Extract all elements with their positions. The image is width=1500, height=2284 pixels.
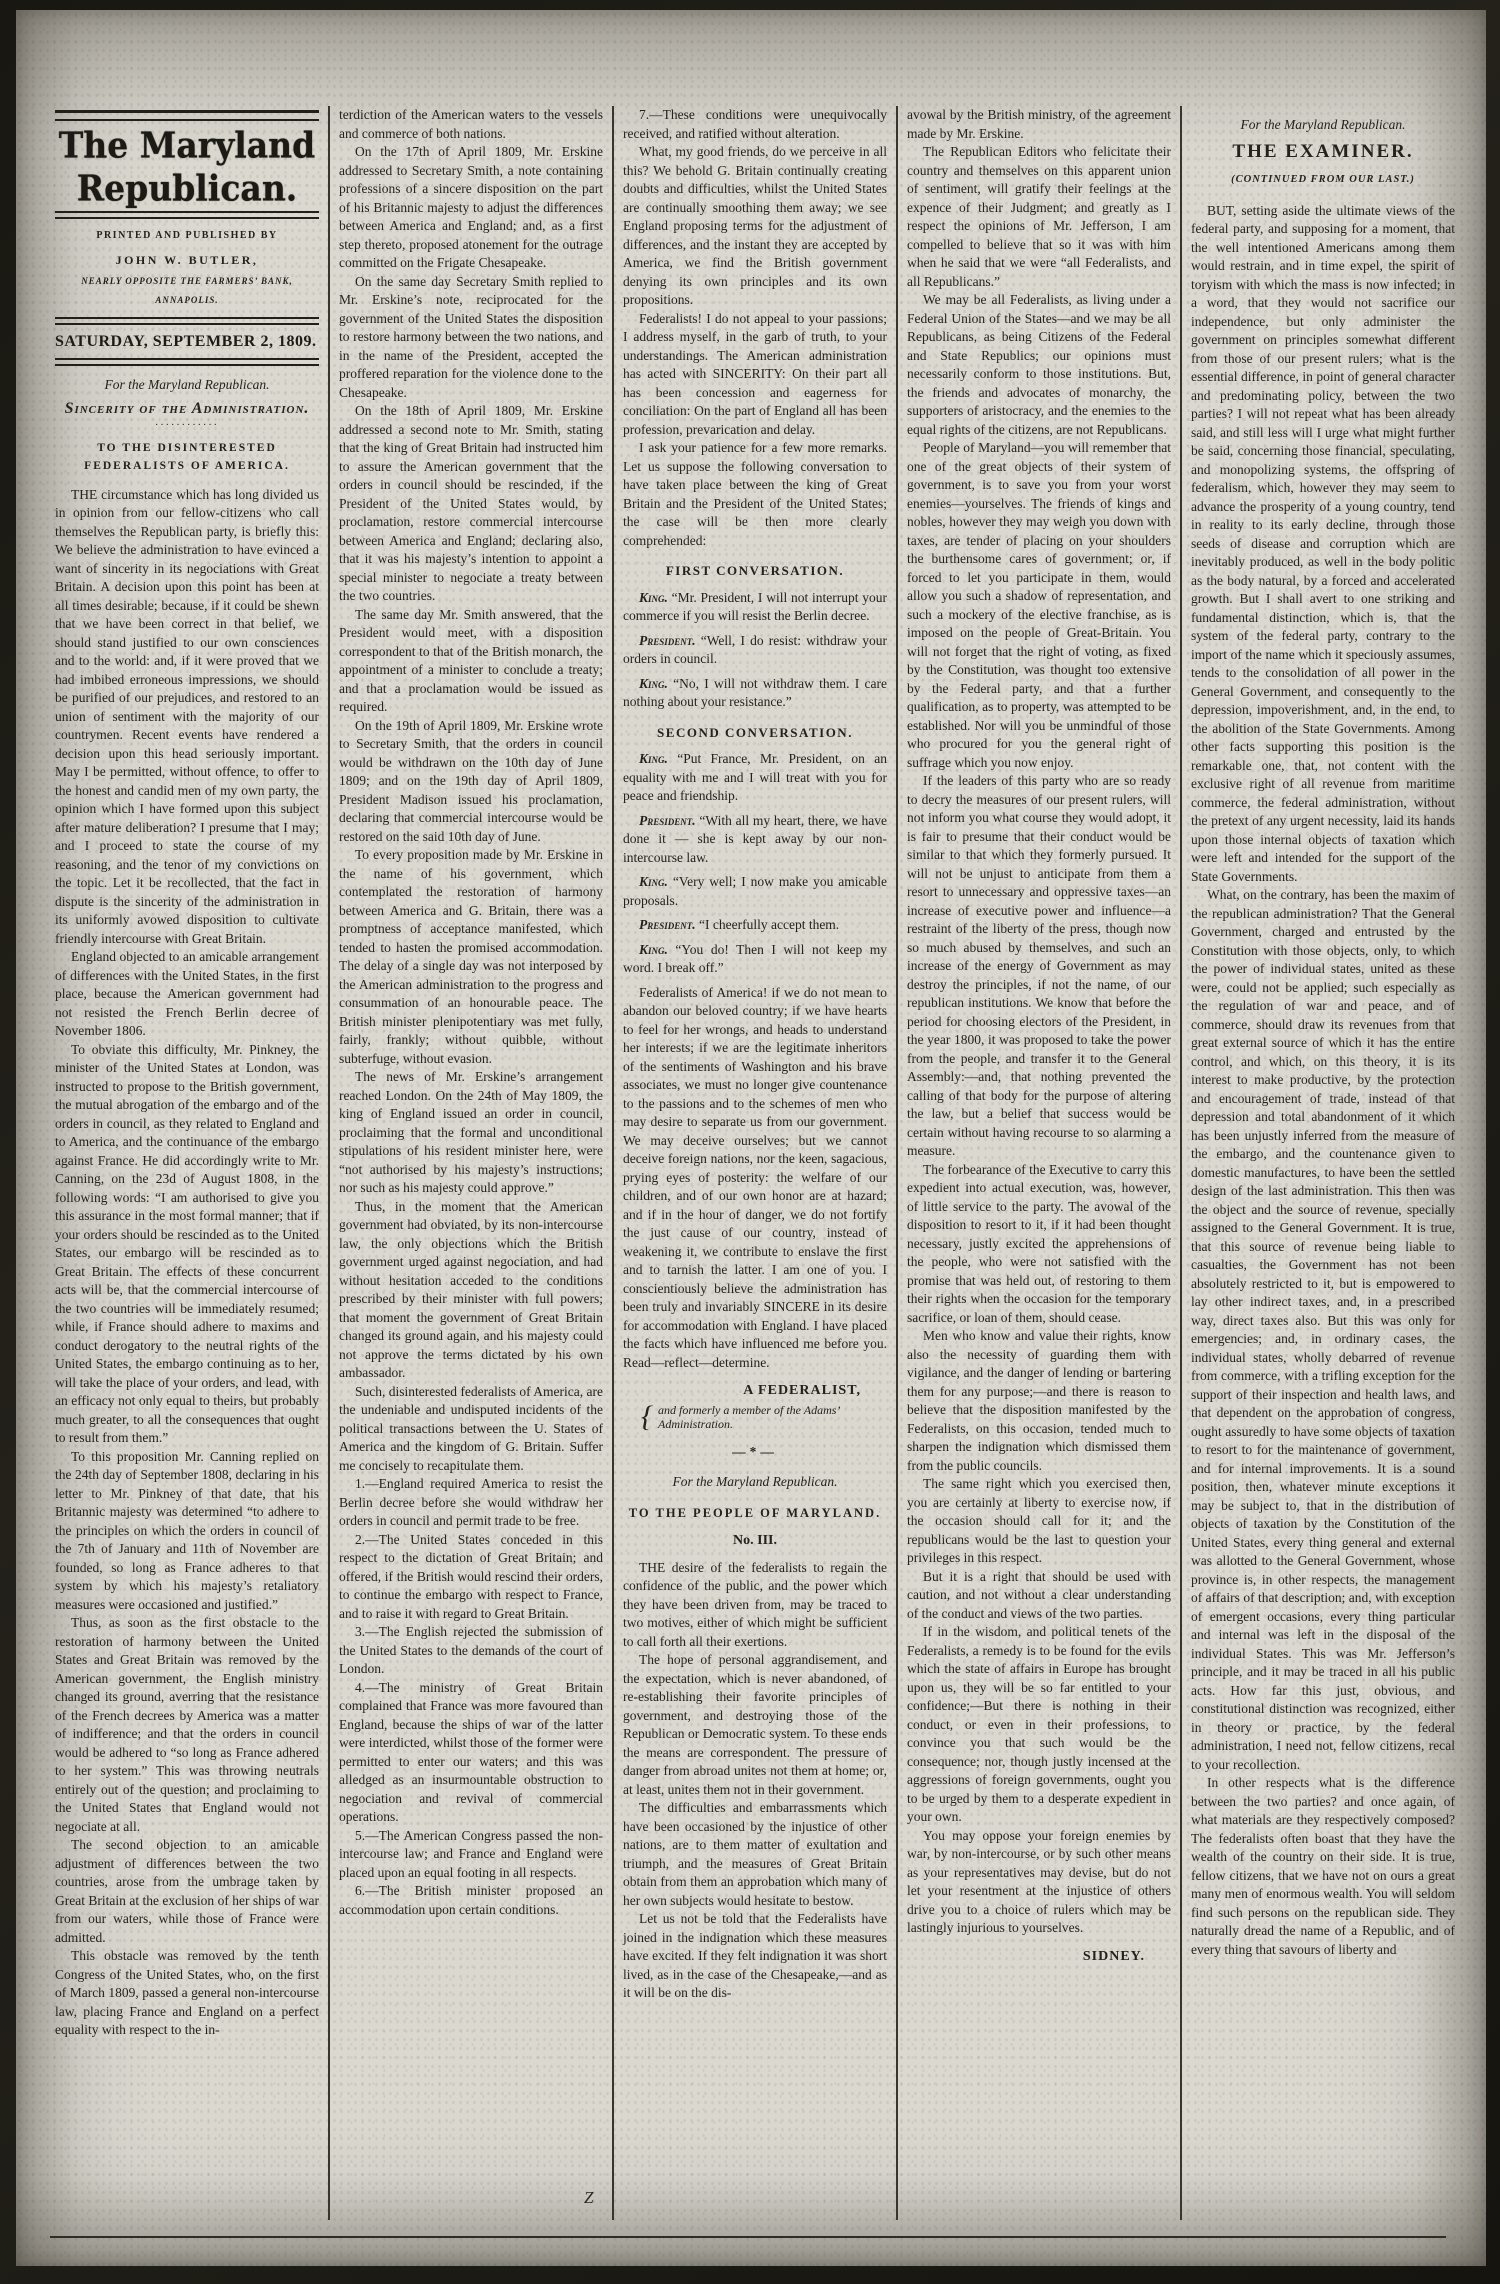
attribution-line: For the Maryland Republican.: [672, 1474, 838, 1489]
column-1: [46, 106, 330, 2220]
paragraph: In other respects what is the difference between the two parties? and once again, of what materials are they respectively composed? The federalists often boast that they have the wealth of the country on their side. It is true, fellow citizens, that we have not on ours a great many men of enormous wealth. You will seldom find such persons on the republican side. They naturally dread the name of a Republic, and of every thing that savours of liberty and: [1191, 1775, 1455, 1957]
paragraph: To obviate this difficulty, Mr. Pinkney, the minister of the United States at London, was instructed to propose to the British government, the mutual abrogation of the embargo and of the orders in council, as they related to England and to America, and the continuance of the embargo against France. He did accordingly write to Mr. Canning, on the 23d of August 1808, in the following words: “I am authorised to give you this assurance in the most formal manner; that if your orders should be rescinded as to the United States, our embargo will be rescinded as to Great Britain. The effects of these concurrent acts will be, that the commercial intercourse of the two countries will be immediately resumed; while, if France should adhere to maxims and conduct derogatory to the neutral rights of the United States, the embargo continuing as to her, will take the place of your orders, and lead, with an efficacy not only equal to theirs, but probably much greater, to all the consequences that ought to result from them.”: [55, 1041, 319, 1445]
paragraph: 3.—The English rejected the submission of the United States to the demands of the court of London.: [339, 1624, 603, 1676]
column-5-content: [1191, 116, 1455, 1959]
attribution-line: For the Maryland Republican.: [104, 376, 270, 392]
conversation-heading: FIRST CONVERSATION.: [665, 563, 845, 578]
column-4-content: [907, 106, 1171, 1966]
paragraph: The forbearance of the Executive to carry this expedient into actual execution, was, however, of little service to the party. The avowal of the disposition to resort to it, if it had been thought necessary, justly excited the apprehensions of the people, who were not satisfied with the promise that was held out, of restoring to them their rights when the occasion for the temporary sacrifice, or loan of them, should cease.: [907, 1161, 1171, 1325]
signature-note: { and formerly a member of the Adams’ Administration.: [641, 1403, 869, 1431]
paragraph: 5.—The American Congress passed the non-intercourse law; and France and England were placed upon an equal footing in all respects.: [339, 1827, 603, 1880]
paragraph: The same right which you exercised then, you are certainly at liberty to exercise now, if the occasion should call for it; and the republicans would be the last to question your privileges in this respect.: [907, 1476, 1171, 1565]
paragraph: What, on the contrary, has been the maxim of the republican administration? That the General Government, charged and entrusted by the Constitution with those objects, only, to which the power of individual states, united as these were, could not be applied; such especially as the regulation of war and peace, and of commerce, should draw its revenues from that great external source of which it has the entire control, and which, on this theory, it is its interest to make productive, by the protection and encouragement of trade, instead of that depression and total abandonment of it which has been unjustly inferred from the measure of the embargo, and the countenance given to domestic manufactures, to have been the settled design of the last administration. This then was the object and the source of revenue, specially assigned to the General Government. It is true, that this source of revenue being liable to casualties, the Government has not been absolutely restricted to it, but is empowered to lay other indirect taxes, and, in a prescribed way, direct taxes also. But this was only for emergencies; and, in ordinary cases, the individual states, wholly debarred of revenue from commerce, with a trifling exception for the support of their inspection and health laws, and that dependent on the approbation of congress, ought assuredly to have some objects of taxation to resort to for the maintenance of government, and for internal improvements. It is a sound position, then, whatever minute exceptions it may be subject to, that in the distribution of objects of taxation by the Constitution of the United States, every thing general and external was allotted to the General Government, whose province is, in other respects, the management of affairs of that description; and, with exception of emergent occasions, every thing particular and internal was left in the disposal of the individual States. This was Mr. Jefferson’s principle, and it may be traced in all his public acts. How far this just, obvious, and constitutional distinction was recognized, either in theory or practice, by the federal administration, I need not, fellow citizens, recal to your recollection.: [1191, 887, 1455, 1772]
paragraph: If in the wisdom, and political tenets of the Federalists, a remedy is to be found for the evils which the state of affairs in Europe has brought upon us, they will be so far entitled to your confidence;—But there is nothing in their conduct, or even in their professions, to convince you that such would be the consequence; nor, though justly incensed at the aggressions of foreign governments, ought you to be urged by them to a desperate expedient in your own.: [907, 1624, 1171, 1824]
column-3-content: [623, 106, 887, 2003]
paragraph: Men who know and value their rights, know also the necessity of guarding them with vigilance, and the danger of lending or bartering them for any purpose;—and there is reason to believe that the disposition manifested by the Federalists, on this occasion, tended much to sharpen the indignation which dismissed them from the public councils.: [907, 1328, 1171, 1473]
paragraph: Let us not be told that the Federalists have joined in the indignation which these measures have excited. If they felt indignation it was short lived, as in the case of the Chesapeake,—and as it will be on the dis-: [623, 1911, 887, 2000]
paragraph: 1.—England required America to resist the Berlin decree before she would withdraw her orders in council and permit trade to be free.: [339, 1476, 603, 1528]
signature: SIDNEY.: [1082, 1948, 1145, 1964]
paragraph: The hope of personal aggrandisement, and the expectation, which is never abandoned, of re-establishing their favorite principles of government, and destroying those of the Republican or Democratic system. To these ends the means are correspondent. The pressure of danger from abroad unites not them at home; or, at least, unites them not in their government.: [623, 1652, 887, 1797]
article-title: THE EXAMINER.: [1232, 140, 1414, 162]
paragraph: We may be all Federalists, as living under a Federal Union of the States—and we may be all Republicans, as being Citizens of the Federal and State Republics; our opinions must necessarily conform to those institutions. But, the friends and advocates of monarchy, the supporters of aristocracy, and the enemies to the equal rights of the citizens, are not Republicans.: [907, 292, 1171, 437]
column-5: [1182, 106, 1464, 2220]
dialog-speaker: King.: [639, 751, 678, 766]
paragraph: THE desire of the federalists to regain the confidence of the public, and the power which they have been driven from, may be traced to two motives, either of which might be sufficient to call forth all their exertions.: [623, 1559, 887, 1649]
paragraph: 4.—The ministry of Great Britain complained that France was more favoured than England, because the ships of war of the latter were interdicted, whilst those of the former were permitted to enter our waters; and this was alledged as an insurmountable obstruction to negociation and revival of commercial operations.: [339, 1679, 603, 1824]
paragraph: To this proposition Mr. Canning replied on the 24th day of September 1808, declaring in his letter to Mr. Pinkney of that date, that his Britannic majesty was determined “to adhere to the principles on which the orders in council of the 7th of January and 11th of November are founded, so long as France adheres to that system by which his majesty’s retaliatory measures were occasioned and justified.”: [55, 1448, 319, 1612]
masthead-rule: [55, 211, 319, 219]
paragraph: Thus, in the moment that the American government had obviated, by its non-intercourse law, the only objections which the British government urged against negociation, and had without hesitation acceded to the conditions prescribed by their minister with full powers; that moment the government of Great Britain changed its ground again, and his majesty could not approve the terms dictated by his own ambassador.: [339, 1198, 603, 1380]
paragraph-continuation: terdiction of the American waters to the vessels and commerce of both nations.: [339, 107, 603, 141]
dialog-line: King. “Very well; I now make you amicable proposals.: [623, 874, 887, 908]
dialog-speaker: King.: [639, 874, 673, 889]
printers-signature-mark: Z: [584, 2188, 594, 2207]
dialog-speaker: King.: [639, 941, 676, 957]
article-title: Sincerity of the Administration.: [64, 400, 310, 417]
signature: A FEDERALIST,: [743, 1383, 861, 1398]
paragraph: On the 19th of April 1809, Mr. Erskine wrote to Secretary Smith, that the orders in council would be withdrawn on the 10th day of June 1809; and on the 19th day of April 1809, President Madison issued his proclamation, declaring that commercial intercourse would be restored on the said 10th day of June.: [339, 717, 603, 844]
paragraph: Such, disinterested federalists of America, are the undeniable and undisputed incidents of the political transactions between the U. States of America and the kingdom of G. Britain. Suffer me concisely to recapitulate them.: [339, 1383, 603, 1473]
paragraph: 6.—The British minister proposed an accommodation upon certain conditions.: [339, 1883, 603, 1917]
conversation-heading: SECOND CONVERSATION.: [657, 724, 853, 740]
paragraph: The second objection to an amicable adjustment of differences between the two countries, arose from the umbrage taken by Great Britain at the exclusion of her ships of war from our waters, while those of France were admitted.: [55, 1837, 319, 1945]
paragraph: The news of Mr. Erskine’s arrangement reached London. On the 24th of May 1809, the king of England issued an order in council, proclaiming that the formal and unconditional stipulations of his resident minister here, were “not authorised by his majesty’s instructions; nor such as his majesty could approve.”: [339, 1069, 603, 1195]
paragraph: Thus, as soon as the first obstacle to the restoration of harmony between the United States and Great Britain was removed by the American government, the English ministry changed its ground, averring that the resistance of the French decrees by America was a matter of indifference; and that the orders in council would be adhered to “so long as France adhered to her system.” This was throwing neutrals entirely out of the question; and proclaiming to the United States that England would not negociate at all.: [55, 1615, 319, 1834]
publisher-name: JOHN W. BUTLER,: [115, 252, 259, 267]
attribution-line: For the Maryland Republican.: [1240, 117, 1406, 132]
dotted-rule: ············: [155, 419, 219, 431]
column-2: [330, 106, 614, 2220]
paragraph: The Republican Editors who felicitate their country and themselves on this apparent union of sentiment, will gratify their feelings at the expence of their Judgment; and greatly as I respect the opinions of Mr. Jefferson, I am compelled to believe that so it was with him when he said that we were “all Federalists, and all Republicans.”: [907, 144, 1171, 289]
paragraph: To every proposition made by Mr. Erskine in the name of his government, which contemplated the restoration of harmony between America and G. Britain, there was a promptness of acceptance manifested, which tended to hasten the promised accommodation. The delay of a single day was not interposed by the American administration to the progress and consummation of an honourable peace. The British minister plenipotentiary was met fully, fairly, frankly; without quibble, without subterfuge, without evasion.: [339, 847, 603, 1066]
paragraph: But it is a right that should be used with caution, and not without a clear understanding of the conduct and views of the two parties.: [907, 1568, 1171, 1621]
column-1-content: [55, 376, 319, 2040]
dialog-speaker: President.: [639, 812, 700, 828]
paragraph: On the same day Secretary Smith replied to Mr. Erskine’s note, reciprocated for the government of the United States the disposition to restore harmony between the two nations, and in the name of the President, accepted the proffered reparation for the violence done to the Chesapeake.: [339, 273, 603, 400]
article-number: No. III.: [733, 1533, 777, 1548]
paragraph: People of Maryland—you will remember that one of the great objects of their system of government, is to save you from your worst enemies—yourselves. The friends of kings and nobles, however they may weigh you down with taxes, are tender of placing on your shoulders the burthensome cares of government; or, if forced to let you participate in them, would allow you such a shadow of representation, and such a mockery of the elective franchise, as is imposed on the people of Great-Britain. You will not forget that the right of voting, as fixed by the Constitution, was thought too extensive by the Federal party, and that a further qualification, as to property, was attempted to be established. Nor will you be unmindful of those who procured for you the general right of suffrage which you now enjoy.: [907, 440, 1171, 770]
dialog-line: King. “You do! Then I will not keep my word. I break off.”: [623, 941, 887, 975]
paragraph: 7.—These conditions were unequivocally received, and ratified without alteration.: [623, 107, 887, 141]
paragraph: On the 18th of April 1809, Mr. Erskine addressed a second note to Mr. Smith, stating that the king of Great Britain had instructed him to assure the American government that the orders in council should be rescinded, if the President of the United States would, by proclamation, restore commercial intercourse between America and England; declaring also, that it was his majesty’s intention to appoint a special minister to negociate a treaty between the two countries.: [339, 403, 603, 603]
paragraph: What, my good friends, do we perceive in all this? We behold G. Britain continually creating doubts and difficulties, whilst the United States are continually smoothing them away; we see England proposing terms for the adjustment of differences, and the instant they are accepted by America, we find the British government denying its own principles and its own propositions.: [623, 144, 887, 307]
paragraph: Federalists of America! if we do not mean to abandon our beloved country; if we have hearts to feel for her wrongs, and heads to understand her interests; if we are the legitimate inheritors of the sentiments of Washington and his brave associates, we must no longer give countenance to the passions and to the schemes of men who may desire to separate us from our government. We may deceive ourselves; but we cannot deceive foreign nations, nor the keen, sagacious, prying eyes of posterity: the welfare of our children, and of our own honor are at hazard; and if in the hour of danger, we do not fortify the just cause of our country, instead of weakening it, we contribute to enslave the first and to tarnish the latter. I am one of you. I conscientiously believe the administration has been truly and invariably SINCERE in its desire for accommodation with England. I have placed the facts which have influenced me before you. Read—reflect—determine.: [623, 984, 887, 1370]
paragraph: I ask your patience for a few more remarks. Let us suppose the following conversation to have taken place between the king of Great Britain and the President of the United States; the case will be then more clearly comprehended:: [623, 440, 887, 548]
bottom-rule: [50, 2236, 1446, 2238]
paragraph: This obstacle was removed by the tenth Congress of the United States, who, on the first of March 1809, passed a general non-intercourse law, placing France and England on a perfect equality with respect to the in-: [55, 1948, 319, 2037]
dialog-speaker: President.: [639, 917, 700, 932]
dialog-speaker: King.: [639, 675, 674, 691]
column-4: [898, 106, 1182, 2220]
dialog-line: King. “Mr. President, I will not interrupt your commerce if you will resist the Berlin decree.: [623, 589, 887, 623]
publisher-address: NEARLY OPPOSITE THE FARMERS’ BANK, ANNAPOLIS.: [81, 276, 293, 305]
paragraph: 2.—The United States conceded in this respect to the dictation of Great Britain; and offered, if the British would rescind their orders, to continue the embargo with respect to France, and to raise it with regard to Great Britain.: [339, 1531, 603, 1621]
paragraph: The difficulties and embarrassments which have been occasioned by the injustice of other nations, are to them matter of exultation and triumph, and the measures of Great Britain obtain from them an approbation which many of her own subjects would hesitate to bestow.: [623, 1800, 887, 1908]
dialog-line: President. “Well, I do resist: withdraw your orders in council.: [623, 632, 887, 666]
paragraph: BUT, setting aside the ultimate views of the federal party, and supposing for a moment, that the well intentioned Americans among them would restrain, and in time expel, the spirit of toryism with which the mass is now infected; in a word, that they would not sacrifice our independence, but only administer the government on principles somewhat different from those of our present rulers; what is the essential difference, in point of general character and predominating policy, between the two parties? I will not repeat what has been already said, and still less will I urge what might further be said, concerning those financial, speculating, and monopolizing systems, the offspring of federalism, which, however they may seem to advance the prosperity of a young country, tend in reality to its early decline, through those seeds of disease and corruption which are inevitably produced, as well in the body politic as the body natural, by a forced and accelerated growth. But I shall avert to one striking and fundamental distinction, which is, that the system of the federal party, contrary to the import of the name which it speciously assumes, tends to the consolidation of all power in the General Government, and consequently to the depression, impoverishment, and, in the end, to the abolition of the State Governments. Among other facts supporting this position is the remarkable one, that, not content with the exclusive right of all revenue from maritime commerce, the federal administration, without the pretext of any urgent necessity, laid its hands upon those internal objects of taxation which were left and intended for the support of the State Governments.: [1191, 202, 1455, 884]
article-separator: —*—: [732, 1443, 778, 1459]
newspaper-title: The Maryland Republican.: [58, 123, 316, 210]
paragraph: On the 17th of April 1809, Mr. Erskine addressed to Secretary Smith, a note containing professions of a sincere disposition on the part of his Britannic majesty to adjust the differences between America and England; and, as a first step thereto, proposed atonement for the outrage committed on the Frigate Chesapeake.: [339, 144, 603, 270]
masthead-rule-top: [55, 110, 319, 121]
continuation-note: (CONTINUED FROM OUR LAST.): [1231, 174, 1415, 185]
paragraph: THE circumstance which has long divided us in opinion from our fellow-citizens who call themselves the Republican party, is briefly this: We believe the administration to have evinced a want of sincerity in its negociations with Great Britain. A decision upon this point has been at all times desirable; because, if it could be shewn that we have been correct in that belief, we should stand justified to our own consciences and to the world: and, if it were proved that we had imbibed erroneous impressions, we should be purified of our prejudices, and restored to an union of sentiment with the majority of our countrymen. Recent events have rendered a decision upon this head seriously important. May I be permitted, without offence, to offer to the honest and candid men of my own party, the opinion which I have formed upon this subject after mature deliberation? I presume that I may; and I proceed to state the course of my reasoning, and the tenor of my convictions on the topic. Let it be recollected, that the fact in dispute is the sincerity of the administration in its uniformly avowed disposition to cultivate friendly intercourse with Great Britain.: [55, 486, 319, 946]
dialog-speaker: President.: [639, 632, 701, 648]
newspaper-page: [16, 10, 1486, 2266]
paragraph-continuation: avowal by the British ministry, of the agreement made by Mr. Erskine.: [907, 107, 1171, 141]
dialog-line: King. “Put France, Mr. President, on an equality with me and I will treat with you for peace and friendship.: [623, 751, 887, 803]
issue-dateline: SATURDAY, SEPTEMBER 2, 1809.: [55, 333, 317, 350]
paragraph: You may oppose your foreign enemies by war, by non-intercourse, or by such other means as your representatives may devise, but do not let your resentment at the injustice of others drive you to a choice of rulers which may be lastingly injurious to yourselves.: [907, 1827, 1171, 1935]
masthead: [55, 110, 319, 366]
column-2-content: [339, 106, 603, 1919]
paragraph: England objected to an amicable arrangement of differences with the United States, in the first place, because the American government had not resisted the French Berlin decree of November 1806.: [55, 949, 319, 1038]
dialog-line: King. “No, I will not withdraw them. I care nothing about your resistance.”: [623, 675, 887, 709]
dialog-line: President. “With all my heart, there, we have done it — she is kept away by our non-intercourse law.: [623, 812, 888, 865]
masthead-rule-bottom: [55, 358, 319, 366]
masthead-rule: [55, 317, 319, 325]
column-layout: [16, 10, 1486, 2266]
column-3: [614, 106, 898, 2220]
paragraph: The same day Mr. Smith answered, that the President would meet, with a disposition correspondent to that of the British monarch, the appointment of a minister to conclude a treaty; and that a proclamation would be issued as required.: [339, 606, 603, 714]
dialog-line: President. “I cheerfully accept them.: [639, 917, 840, 932]
paragraph: Federalists! I do not appeal to your passions; I address myself, in the garb of truth, to your understandings. The American administration has acted with SINCERITY: On their part all has been concession and eagerness for conciliation: On the part of England all has been profession, prevarication and delay.: [623, 310, 887, 437]
article-subheading: TO THE PEOPLE OF MARYLAND.: [628, 1505, 882, 1520]
paragraph: If the leaders of this party who are so ready to decry the measures of our present rulers, will not inform you what course they would adopt, it is fair to presume that their conduct would be similar to that which they formerly pursued. It will not be unjust to anticipate from them a resort to unnecessary and oppressive taxes—an increase of executive power and influence—a restraint of the liberty of the press, though now so much abused by themselves, and such an increase of the energy of Government as may destroy the principles, if not the name, of our republican institutions. We know that before the period for choosing electors of the President, in the year 1800, it was proposed to take the power from the people, and transfer it to the General Assembly:—and, that nothing prevented the calling of that body for the purpose of altering the law, but a belief that success would be certain without having recourse to so alarming a measure.: [907, 773, 1171, 1158]
article-subheading: TO THE DISINTERESTED FEDERALISTS OF AMERICA.: [84, 441, 290, 472]
dialog-speaker: King.: [639, 589, 672, 605]
printed-by-line: PRINTED AND PUBLISHED BY: [96, 230, 278, 241]
